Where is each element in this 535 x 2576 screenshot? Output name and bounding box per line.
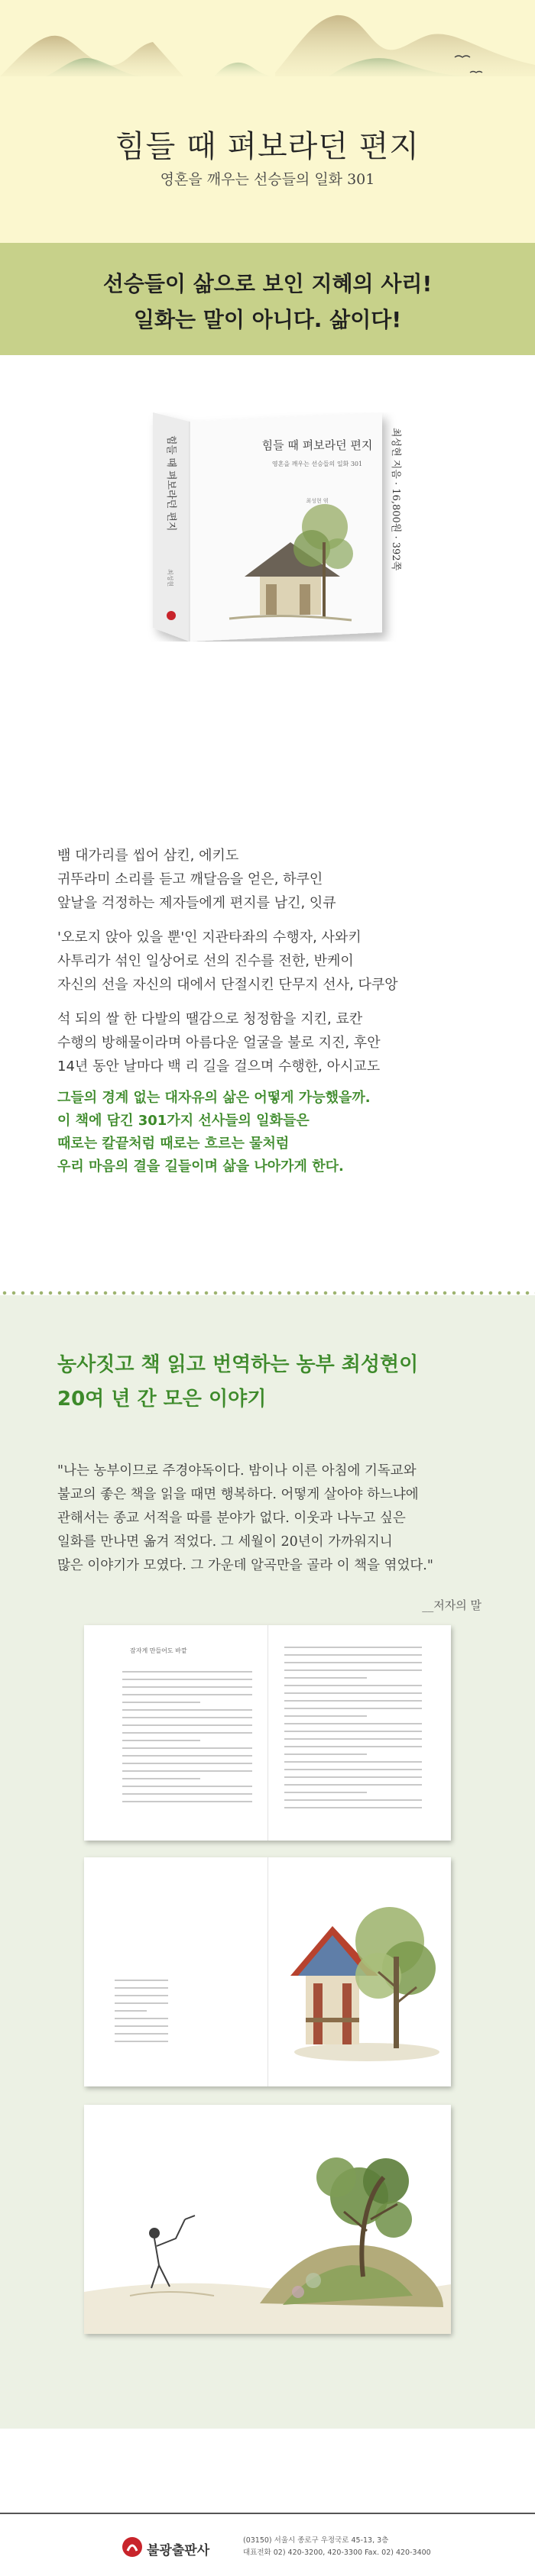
monk-list-2 <box>57 926 493 997</box>
address-line: (03150) 서울시 종로구 우정국로 45-13, 3층 <box>243 2536 389 2545</box>
text-line: 사투리가 섞인 일상어로 선의 진수를 전한, 반케이 <box>57 953 354 969</box>
page-text-line <box>122 1724 252 1726</box>
page-text-line <box>115 1995 168 1996</box>
price-text: 최성현 지음 · 16,800원 · 392쪽 <box>390 428 401 571</box>
monk-list-1 <box>57 844 493 915</box>
page-text-line <box>284 1761 422 1763</box>
page-text-line <box>122 1755 252 1757</box>
spine-title: 힘들 때 펴보라던 편지 <box>165 435 177 532</box>
page-text-line <box>122 1679 252 1680</box>
page-text-line <box>115 2025 168 2027</box>
page-text-line <box>284 1708 422 1709</box>
quote-line: 일화를 만나면 옮겨 적었다. 그 세월이 20년이 가까워지니 <box>57 1534 393 1550</box>
quote-line: 많은 이야기가 모였다. 그 가운데 알곡만을 골라 이 책을 엮었다." <box>57 1558 433 1573</box>
quote-line: "나는 농부이므로 주경야독이다. 밤이나 이른 아침에 기독교와 <box>57 1463 417 1479</box>
spine-author: 최성현 <box>167 569 173 587</box>
author-quote <box>57 1459 501 1578</box>
page-text-line <box>122 1717 252 1718</box>
page-text-line <box>284 1784 422 1786</box>
page-text-line <box>284 1769 422 1770</box>
text-line: 수행의 방해물이라며 아름다운 얼굴을 불로 지진, 후안 <box>57 1035 381 1051</box>
page-text-line <box>284 1738 422 1740</box>
page-text-line <box>122 1778 200 1779</box>
text-line: 석 되의 쌀 한 다발의 땔감으로 청정함을 지킨, 료칸 <box>57 1011 363 1027</box>
book-cover-image <box>130 412 405 642</box>
page-text-line <box>122 1747 252 1749</box>
page-text-line <box>284 1669 422 1671</box>
text-line: 14년 동안 날마다 백 리 길을 걸으며 수행한, 아시교도 <box>57 1059 381 1075</box>
section-title-line-2: 20여 년 간 모은 이야기 <box>57 1388 267 1411</box>
text-line: 뱀 대가리를 씹어 삼킨, 에키도 <box>57 848 239 864</box>
page-text-line <box>284 1700 422 1702</box>
address-line: 대표전화 02) 420-3200, 420-3300 Fax. 02) 420-3400 <box>243 2549 431 2557</box>
header-banner <box>0 0 535 243</box>
publisher-address <box>243 2535 431 2559</box>
sample-spread-text <box>84 1625 451 1841</box>
highlight-paragraph <box>57 1087 516 1178</box>
text-line: 그들의 경계 없는 대자유의 삶은 어떻게 가능했을까. <box>57 1090 371 1106</box>
section-title-line-1: 농사짓고 책 읽고 번역하는 농부 최성현이 <box>57 1353 419 1376</box>
book-mockup <box>130 412 405 642</box>
page-text-line <box>284 1662 422 1663</box>
page-title: 힘들 때 펴보라던 편지 <box>115 129 420 164</box>
quote-line: 관해서는 종교 서적을 따를 분야가 없다. 이웃과 나누고 싶은 <box>57 1511 406 1526</box>
tagline-line-1: 선승들이 삶으로 보인 지혜의 사리! <box>102 271 433 296</box>
quote-attribution: __저자의 말 <box>422 1598 481 1612</box>
text-line: 앞날을 걱정하는 제자들에게 편지를 남긴, 잇큐 <box>57 895 336 911</box>
monk-list-3 <box>57 1007 493 1078</box>
page-text-line <box>115 2041 168 2042</box>
spine-logo-icon <box>167 611 176 620</box>
author-section <box>0 1295 535 2429</box>
page-text-line <box>122 1793 252 1795</box>
pavilion-illustration <box>275 1880 443 2071</box>
publisher-footer <box>0 2514 535 2576</box>
page-text-line <box>284 1792 367 1793</box>
text-line: 귀뚜라미 소리를 듣고 깨달음을 얻은, 하쿠인 <box>57 871 323 887</box>
page-text-line <box>284 1677 367 1679</box>
page-text-line <box>122 1671 252 1673</box>
page-text-line <box>284 1807 422 1808</box>
farmer-landscape-illustration <box>84 2105 451 2334</box>
page-text-line <box>284 1654 422 1656</box>
page-text-line <box>115 2033 168 2035</box>
page-text-line <box>284 1753 367 1755</box>
page-text-line <box>284 1692 422 1694</box>
price-label <box>388 428 407 634</box>
text-line: 이 책에 담긴 301가지 선사들의 일화들은 <box>57 1113 310 1129</box>
page-text-line <box>122 1686 252 1688</box>
page-text-line <box>284 1723 422 1724</box>
mountain-illustration <box>0 0 535 243</box>
page-text-line <box>284 1647 422 1648</box>
publisher-logo[interactable] <box>121 2536 235 2560</box>
tagline-band <box>0 243 535 355</box>
page-text-line <box>122 1740 200 1741</box>
page-text-line <box>115 1980 168 1981</box>
publisher-logo-icon <box>121 2536 144 2558</box>
page-text-line <box>284 1746 422 1747</box>
sample-spread-illustration <box>84 1857 451 2086</box>
cover-author: 최성현 엮 <box>306 498 329 504</box>
page-text-line <box>284 1731 422 1732</box>
page-text-line <box>122 1770 252 1772</box>
page-text-line <box>122 1732 252 1734</box>
page-text-line <box>284 1685 422 1686</box>
page-text-line <box>122 1694 252 1695</box>
page-text-line <box>122 1786 252 1787</box>
text-line: 우리 마음의 결을 길들이며 삶을 나아가게 한다. <box>57 1159 344 1175</box>
page-text-line <box>122 1801 252 1802</box>
publisher-name: 불광출판사 <box>147 2543 210 2558</box>
page-text-line <box>122 1709 252 1711</box>
page-text-line <box>122 1702 200 1703</box>
tagline-line-2: 일화는 말이 아니다. 삶이다! <box>133 307 402 332</box>
cover-subtitle: 영혼을 깨우는 선승들의 일화 301 <box>271 461 363 467</box>
quote-line: 불교의 좋은 책을 읽을 때면 행복하다. 어떻게 살아야 하느냐에 <box>57 1487 419 1502</box>
text-line: 때로는 칼끝처럼 때로는 흐르는 물처럼 <box>57 1136 290 1152</box>
page-text-line <box>115 2002 168 2004</box>
page-text-line <box>284 1799 422 1801</box>
page-text-line <box>122 1763 252 1764</box>
page-text-line <box>284 1715 367 1717</box>
page-text-line <box>115 2018 168 2019</box>
page-text-line <box>284 1776 422 1778</box>
spread-heading: 잠자게 만들어도 바깥 <box>130 1647 187 1654</box>
page-text-line <box>115 1987 168 1989</box>
page-subtitle: 영혼을 깨우는 선승들의 일화 301 <box>160 171 375 188</box>
cover-title: 힘들 때 펴보라던 편지 <box>261 438 373 452</box>
text-line: 자신의 선을 자신의 대에서 단절시킨 단무지 선사, 다쿠앙 <box>57 977 398 993</box>
sample-spread-landscape <box>84 2105 451 2334</box>
text-line: '오로지 앉아 있을 뿐'인 지관타좌의 수행자, 사와키 <box>57 929 362 945</box>
page-text-line <box>115 2010 147 2012</box>
